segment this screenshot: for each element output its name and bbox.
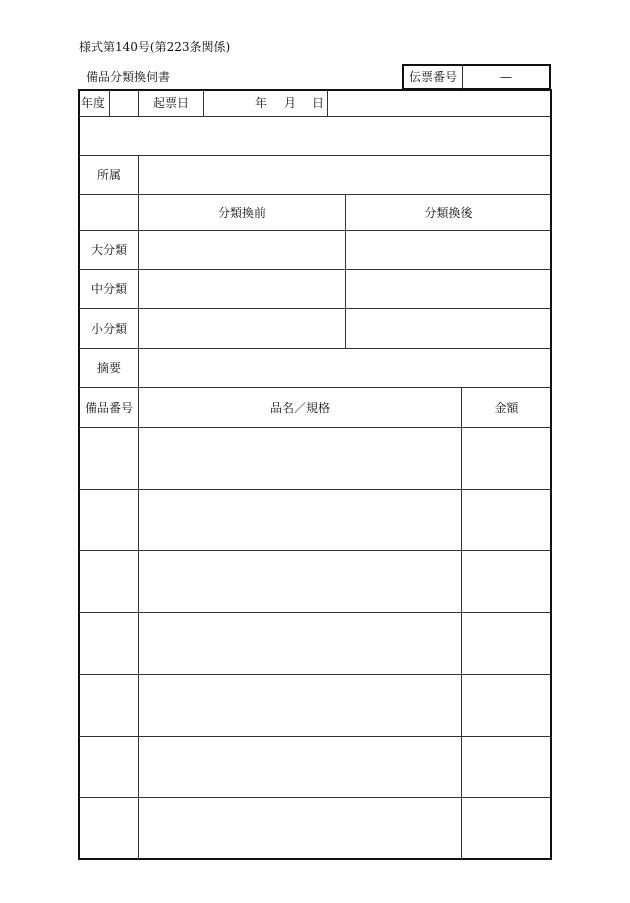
left-column-divider: [138, 155, 139, 859]
column-after-label: 分類換後: [424, 205, 473, 220]
item-amount-header: 金額: [494, 400, 519, 415]
day-unit: 日: [312, 96, 325, 110]
amount-column-divider: [461, 387, 462, 859]
item-row-bottom: [79, 489, 551, 490]
category-major-label: 大分類: [90, 243, 127, 257]
affiliation-label: 所属: [96, 168, 121, 182]
voucher-value: —: [500, 70, 512, 84]
category-minor-label: 小分類: [90, 321, 127, 336]
voucher-label: 伝票番号: [408, 70, 457, 84]
form-number: 様式第140号(第223条関係): [79, 40, 231, 54]
date-row-div-1: [109, 90, 110, 116]
item-row-bottom: [79, 797, 551, 798]
item-name-spec-header: 品名／規格: [269, 400, 330, 415]
issue-date-label: 起票日: [152, 96, 189, 110]
month-unit: 月: [284, 96, 297, 110]
item-row-bottom: [79, 550, 551, 551]
column-header-bottom: [79, 230, 551, 231]
year-unit: 年: [255, 96, 268, 110]
blank-row-bottom: [79, 155, 551, 156]
item-number-header: 備品番号: [84, 400, 133, 415]
date-row-bottom: [79, 116, 551, 117]
form-title: 備品分類換伺書: [86, 70, 171, 84]
date-row-div-3: [203, 90, 204, 116]
category-middle-bottom: [79, 308, 551, 309]
item-row-bottom: [79, 612, 551, 613]
items-header-bottom: [79, 427, 551, 428]
column-before-label: 分類換前: [217, 205, 266, 220]
category-middle-label: 中分類: [90, 282, 127, 296]
summary-label: 摘要: [96, 361, 121, 375]
date-row-div-4: [327, 90, 328, 116]
category-major-bottom: [79, 269, 551, 270]
item-row-bottom: [79, 736, 551, 737]
category-minor-bottom: [79, 348, 551, 349]
year-label: 年度: [81, 96, 106, 110]
item-row-bottom: [79, 674, 551, 675]
